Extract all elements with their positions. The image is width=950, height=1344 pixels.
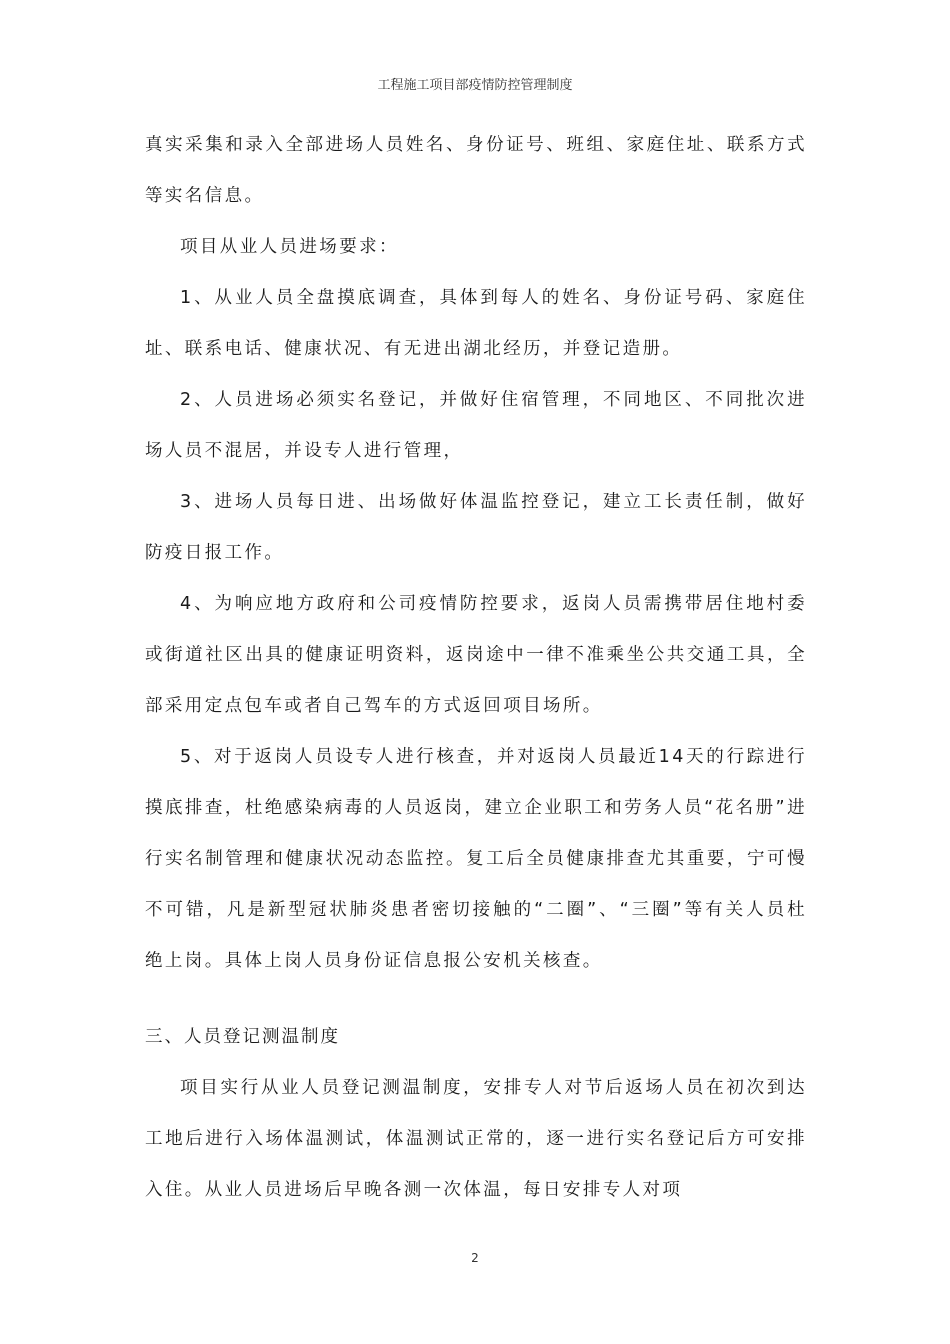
paragraph: 真实采集和录入全部进场人员姓名、身份证号、班组、家庭住址、联系方式等实名信息。 [145, 135, 807, 206]
list-item: 2、人员进场必须实名登记，并做好住宿管理，不同地区、不同批次进场人员不混居，并设专人进行管理， [145, 390, 807, 461]
list-item: 1、从业人员全盘摸底调查，具体到每人的姓名、身份证号码、家庭住址、联系电话、健康状况、有无进出湖北经历，并登记造册。 [145, 288, 807, 359]
list-item: 3、进场人员每日进、出场做好体温监控登记，建立工长责任制，做好防疫日报工作。 [145, 492, 807, 563]
document-body [145, 120, 807, 1216]
section-heading: 三、人员登记测温制度 [145, 1027, 340, 1047]
page-header: 工程施工项目部疫情防控管理制度 [377, 78, 573, 93]
list-item: 5、对于返岗人员设专人进行核查，并对返岗人员最近14天的行踪进行摸底排查，杜绝感染病毒的人员返岗，建立企业职工和劳务人员“花名册”进行实名制管理和健康状况动态监控。复工后全员健康排查尤其重要，宁可慢不可错，凡是新型冠状肺炎患者密切接触的“二圈”、“三圈”等有关人员杜绝上岗。具体上岗人员身份证信息报公安机关核查。 [145, 747, 807, 971]
paragraph: 项目实行从业人员登记测温制度，安排专人对节后返场人员在初次到达工地后进行入场体温测试，体温测试正常的，逐一进行实名登记后方可安排入住。从业人员进场后早晚各测一次体温，每日安排专人对项 [145, 1078, 807, 1200]
list-item: 4、为响应地方政府和公司疫情防控要求，返岗人员需携带居住地村委或街道社区出具的健康证明资料，返岗途中一律不准乘坐公共交通工具，全部采用定点包车或者自己驾车的方式返回项目场所。 [145, 594, 807, 716]
page-number: 2 [471, 1251, 479, 1265]
paragraph: 项目从业人员进场要求： [180, 237, 399, 257]
